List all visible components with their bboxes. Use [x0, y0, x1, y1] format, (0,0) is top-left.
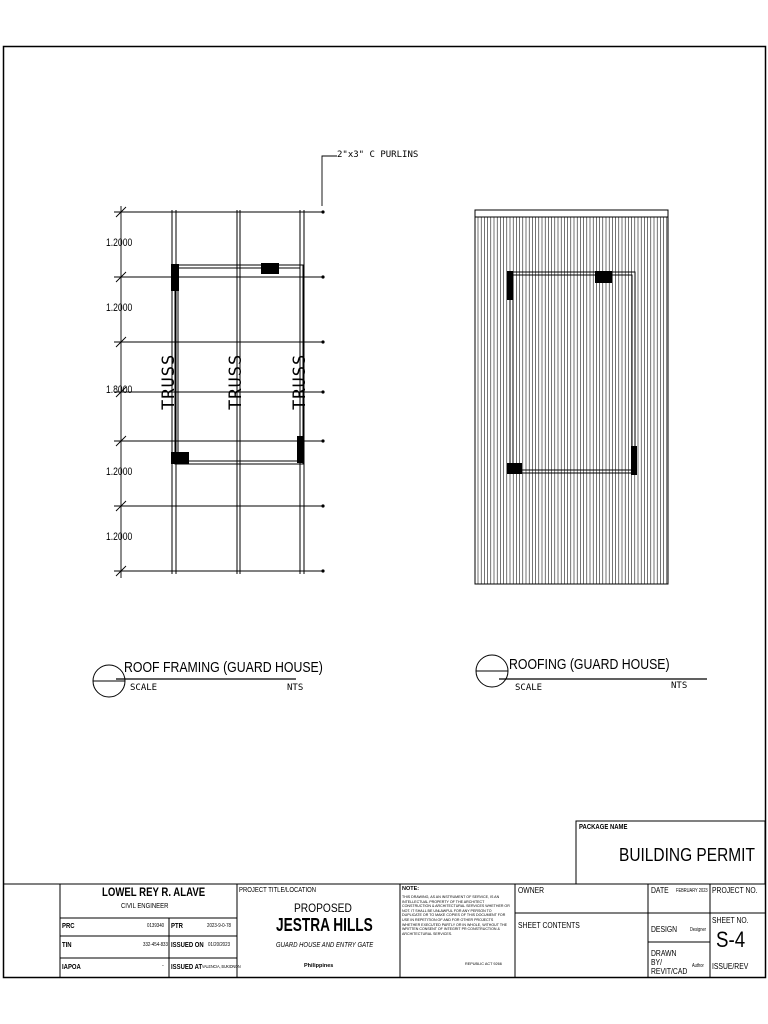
note-act: REPUBLIC ACT 9266 — [465, 962, 502, 966]
issue-rev-label: ISSUE/REV — [712, 962, 749, 971]
design-label: DESIGN — [651, 925, 678, 934]
scale-value: NTS — [287, 683, 304, 693]
ridge-cap — [475, 210, 668, 217]
dimension-label: 1.8000 — [106, 384, 133, 396]
scale-value: NTS — [671, 681, 688, 691]
dimension-label: 1.2000 — [106, 302, 133, 314]
prc-label: PRC — [62, 923, 75, 930]
proposed-label: PROPOSED — [294, 901, 352, 915]
note-body: THIS DRAWING, AS AN INSTRUMENT OF SERVICE, IS AN INTELLECTUAL PROPERTY OF THE ARCHITECT CONSTRUCTION & ARCHITECTURAL SERVICES WHETHER OR NOT. IT SHALL BE UNLAWFUL FOR ANY PERSON TO DUPLICATE OR TO MAKE COPIES OF THIS DOCUMENT FOR USE IN REPETITION OF AND FOR OTHER PROJECTS WHETHER EXECUTED PARTLY OR IN WHOLE, WITHOUT THE WRITTEN CONSENT OF INTEGRIT PR CONSTRUCTION & ARCHITECTURAL SERVICES. — [402, 895, 510, 936]
sheet-no-label: SHEET NO. — [712, 916, 749, 925]
engineer-title: CIVIL ENGINEER — [121, 903, 169, 910]
scale-label: SCALE — [130, 683, 158, 693]
roof-framing-title: ROOF FRAMING (GUARD HOUSE) — [124, 659, 323, 676]
drawn-by-label: DRAWN BY/ REVIT/CAD — [651, 949, 688, 976]
engineer-name: LOWEL REY R. ALAVE — [102, 885, 206, 899]
drawn-by-value: Author — [692, 963, 704, 969]
tin-value: 332-454-833 — [143, 942, 168, 948]
dimension-label: 1.2000 — [106, 531, 133, 543]
truss-label: TRUSS — [159, 353, 179, 410]
owner-label: OWNER — [518, 886, 545, 895]
purlin-callout: 2"x3" C PURLINS — [337, 150, 419, 160]
roofing-plan — [475, 210, 668, 584]
project-no-label: PROJECT NO. — [712, 886, 758, 895]
project-title-label: PROJECT TITLE/LOCATION — [239, 887, 317, 894]
roofing-title: ROOFING (GUARD HOUSE) — [509, 656, 670, 673]
dimension-label: 1.2000 — [106, 237, 133, 249]
purlin-end-dots — [321, 210, 324, 572]
design-value: Designer — [690, 927, 707, 933]
truss-label: TRUSS — [290, 353, 310, 410]
sheet-no-value: S-4 — [716, 927, 746, 952]
issued-at-label: ISSUED AT — [171, 964, 203, 971]
issued-at-value: VALENCIA, BUKIDNON — [202, 964, 241, 969]
date-label: DATE — [651, 886, 669, 895]
iapoa-value: - — [162, 963, 164, 969]
purlin-leader — [322, 156, 337, 206]
ptr-value: 2023-9-0-78 — [207, 923, 231, 929]
scale-label: SCALE — [515, 683, 543, 693]
issued-on-label: ISSUED ON — [171, 942, 204, 949]
issued-on-value: 01/20/2023 — [208, 942, 231, 948]
package-label: PACKAGE NAME — [579, 824, 628, 831]
iapoa-label: IAPOA — [62, 964, 81, 971]
sheet-contents-label: SHEET CONTENTS — [518, 921, 580, 930]
date-value: FEBRUARY 2023 — [676, 888, 708, 894]
truss-label: TRUSS — [226, 353, 246, 410]
project-subtitle: GUARD HOUSE AND ENTRY GATE — [276, 942, 374, 949]
tin-label: TIN — [62, 942, 72, 949]
dimension-label: 1.2000 — [106, 466, 133, 478]
project-location: Philippines — [304, 963, 334, 969]
note-label: NOTE: — [402, 886, 420, 892]
ptr-label: PTR — [171, 923, 183, 930]
package-name: BUILDING PERMIT — [619, 845, 755, 865]
project-name: JESTRA HILLS — [276, 915, 373, 935]
prc-value: 0139340 — [147, 923, 165, 929]
